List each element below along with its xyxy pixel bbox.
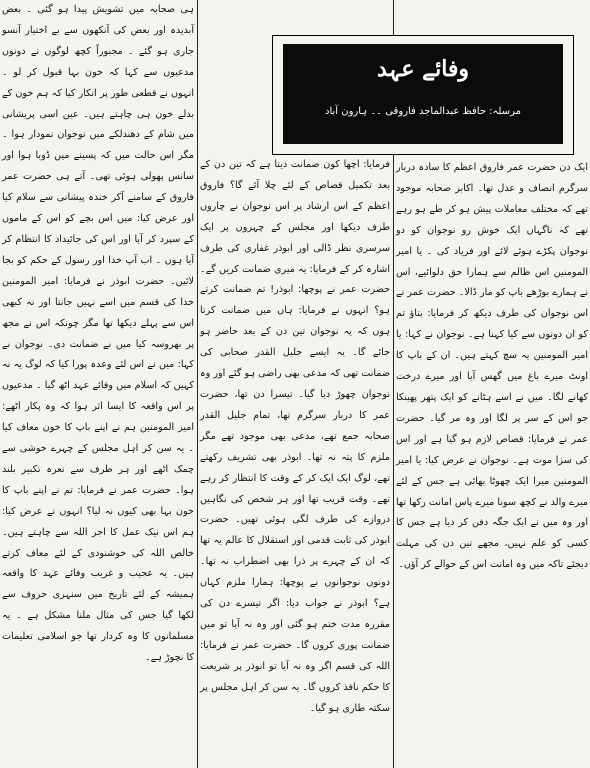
article-column-right [394, 158, 590, 768]
article-headline: وفائے عہد [376, 56, 470, 82]
article-text-left: ہی صحابہ میں تشویش پیدا ہو گئی ۔ بعض آبدیدہ اور بعض کی آنکھوں سے بے اختیار آنسو جاری ہو گئے ۔ مجبوراً کچھ لوگوں نے دونوں مدعیوں سے کہا کہ خون بہا قبول کر لو ۔ انہوں نے قطعی طور پر انکار کیا کہ ہم خون کے بدلے خون ہی چاہتے ہیں۔ عین اسی پریشانی میں شام کے دھندلکے میں نوجوان نمودار ہوا ۔ مگر اس حالت میں کہ پسینے میں ڈوبا ہوا اور سانس پھولی ہوئی تھی۔ آتے ہی حضرت عمر فاروق کے سامنے آکر خندہ پیشانی سے سلام کیا اور عرض کیا: میں اس بچے کو اس کے ماموں کے سپرد کر آیا اور اس کی جائیداد کا انتظام کر آیا ہوں ۔ اب آپ خدا اور رسول کے حکم کو بجا لائیں۔ حضرت ابوذر نے فرمایا: امیر المومنین خدا کی قسم میں اسے نہیں جانتا اور نہ کبھی اس سے پہلے دیکھا تھا مگر چونکہ اس نے مجھ پر بھروسہ کیا میں نے ضمانت دی۔ نوجوان نے کہا: میں نے اس لئے وعدہ پورا کیا کہ لوگ یہ نہ کہیں کہ اسلام میں وفائے عہد اٹھ گیا ۔ مدعیوں پر اس واقعہ کا ایسا اثر ہوا کہ وہ پکار اٹھے: امیر المومنین ہم نے اپنے باپ کا خون معاف کیا ۔ یہ سن کر اہل مجلس کے چہرے خوشی سے چمک اٹھے اور ہر طرف سے نعرہ تکبیر بلند ہوا۔ حضرت عمر نے فرمایا: تم نے اپنے باپ کا خون بہا بھی کیوں نہ لیا؟ انہوں نے عرض کیا: ہم اس نیک عمل کا اجر اللہ سے چاہتے ہیں۔ خالص اللہ کی خوشنودی کے لئے معاف کرتے ہیں۔ یہ عجیب و غریب وفائے عہد کا واقعہ ہمیشہ کے لئے تاریخ میں سنہری حروف سے لکھا گیا جس کی مثال ملنا مشکل ہے ۔ یہ مسلمانوں کا وہ کردار تھا جو اسلامی تعلیمات کا نچوڑ ہے۔ [2, 4, 194, 664]
article-title-box [272, 35, 574, 155]
article-text-middle: فرمایا: اچھا کون ضمانت دیتا ہے کہ تین دن کے بعد تکمیل قصاص کے لئے چلا آئے گا؟ فاروق اعظم کے اس ارشاد پر اس نوجوان نے چاروں طرف دیکھا اور مجلس کے چہروں پر ایک سرسری نظر ڈالی اور ابوذر غفاری کی طرف اشارہ کر کے فرمایا: یہ میری ضمانت کریں گے۔ حضرت عمر نے پوچھا: ابوذر! تم ضمانت کرتے ہو؟ انہوں نے فرمایا: ہاں میں ضمانت کرتا ہوں کہ یہ نوجوان تین دن کے بعد حاضر ہو جائے گا۔ یہ ایسے جلیل القدر صحابی کی ضمانت تھی کہ مدعی بھی راضی ہو گئے اور وہ نوجوان چھوڑ دیا گیا۔ تیسرا دن تھا، حضرت عمر کا دربار سرگرم تھا، تمام جلیل القدر صحابہ جمع تھے، مدعی بھی موجود تھے مگر ملزم کا پتہ نہ تھا۔ ابوذر بھی تشریف رکھتے تھے، لوگ ایک ایک کر کے وقت کا انتظار کر رہے تھے۔ وقت قریب تھا اور ہر شخص کی نگاہیں دروازے کی طرف لگی ہوئی تھیں۔ حضرت ابوذر کی ثابت قدمی اور استقلال کا عالم یہ تھا کہ ان کے چہرے پر ذرا بھی اضطراب نہ تھا۔ دونوں نوجوانوں نے پوچھا: ہمارا ملزم کہاں ہے؟ ابوذر نے جواب دیا: اگر تیسرے دن کی مقررہ مدت ختم ہو گئی اور وہ نہ آیا تو میں ضمانت پوری کروں گا۔ حضرت عمر نے فرمایا: اللہ کی قسم اگر وہ نہ آیا تو ابوذر پر شریعت کا حکم نافذ کروں گا۔ یہ سن کر اہل مجلس پر سکتہ طاری ہو گیا۔ [200, 159, 390, 714]
article-byline: مرسلہ: حافظ عبدالماجد فاروقی ۔۔ ہارون آباد [325, 106, 521, 117]
title-banner [283, 44, 563, 144]
article-column-left [0, 0, 196, 768]
article-text-right: ایک دن حضرت عمر فاروق اعظم کا سادہ دربار سرگرم انصاف و عدل تھا۔ اکابر صحابہ موجود تھے کہ مختلف معاملات پیش ہو کر طے ہو رہے تھے کہ ناگہاں ایک خوش رو نوجوان کو دو نوجوان پکڑے ہوئے لائے اور فریاد کی ۔ یا امیر المومنین اس ظالم سے ہمارا حق دلوائیے، اس نے ہمارے بوڑھے باپ کو مار ڈالا۔ حضرت عمر نے اس نوجوان کی طرف دیکھ کر فرمایا: بتاؤ تم کو ان دونوں سے کیا کہنا ہے۔ نوجوان نے کہا: یا امیر المومنین یہ سچ کہتے ہیں۔ ان کے باپ کا اونٹ میرے باغ میں گھس آیا اور میرے درخت کھانے لگا۔ میں نے اسے ہٹانے کو ایک پتھر پھینکا جو اس کے سر پر لگا اور وہ مر گیا۔ حضرت عمر نے فرمایا: قصاص لازم ہو گیا ہے اور اس کی سزا موت ہے۔ نوجوان نے عرض کیا: یا امیر المومنین میرا ایک چھوٹا بھائی ہے جس کے لئے میرے والد نے کچھ سونا میرے پاس امانت رکھا تھا اور وہ میں نے ایک جگہ دفن کر دیا ہے جس کا کسی کو علم نہیں، مجھے تین دن کی مہلت دیجئے تاکہ میں وہ امانت اس کے حوالے کر آؤں۔ [396, 162, 588, 571]
article-column-middle [198, 155, 392, 768]
